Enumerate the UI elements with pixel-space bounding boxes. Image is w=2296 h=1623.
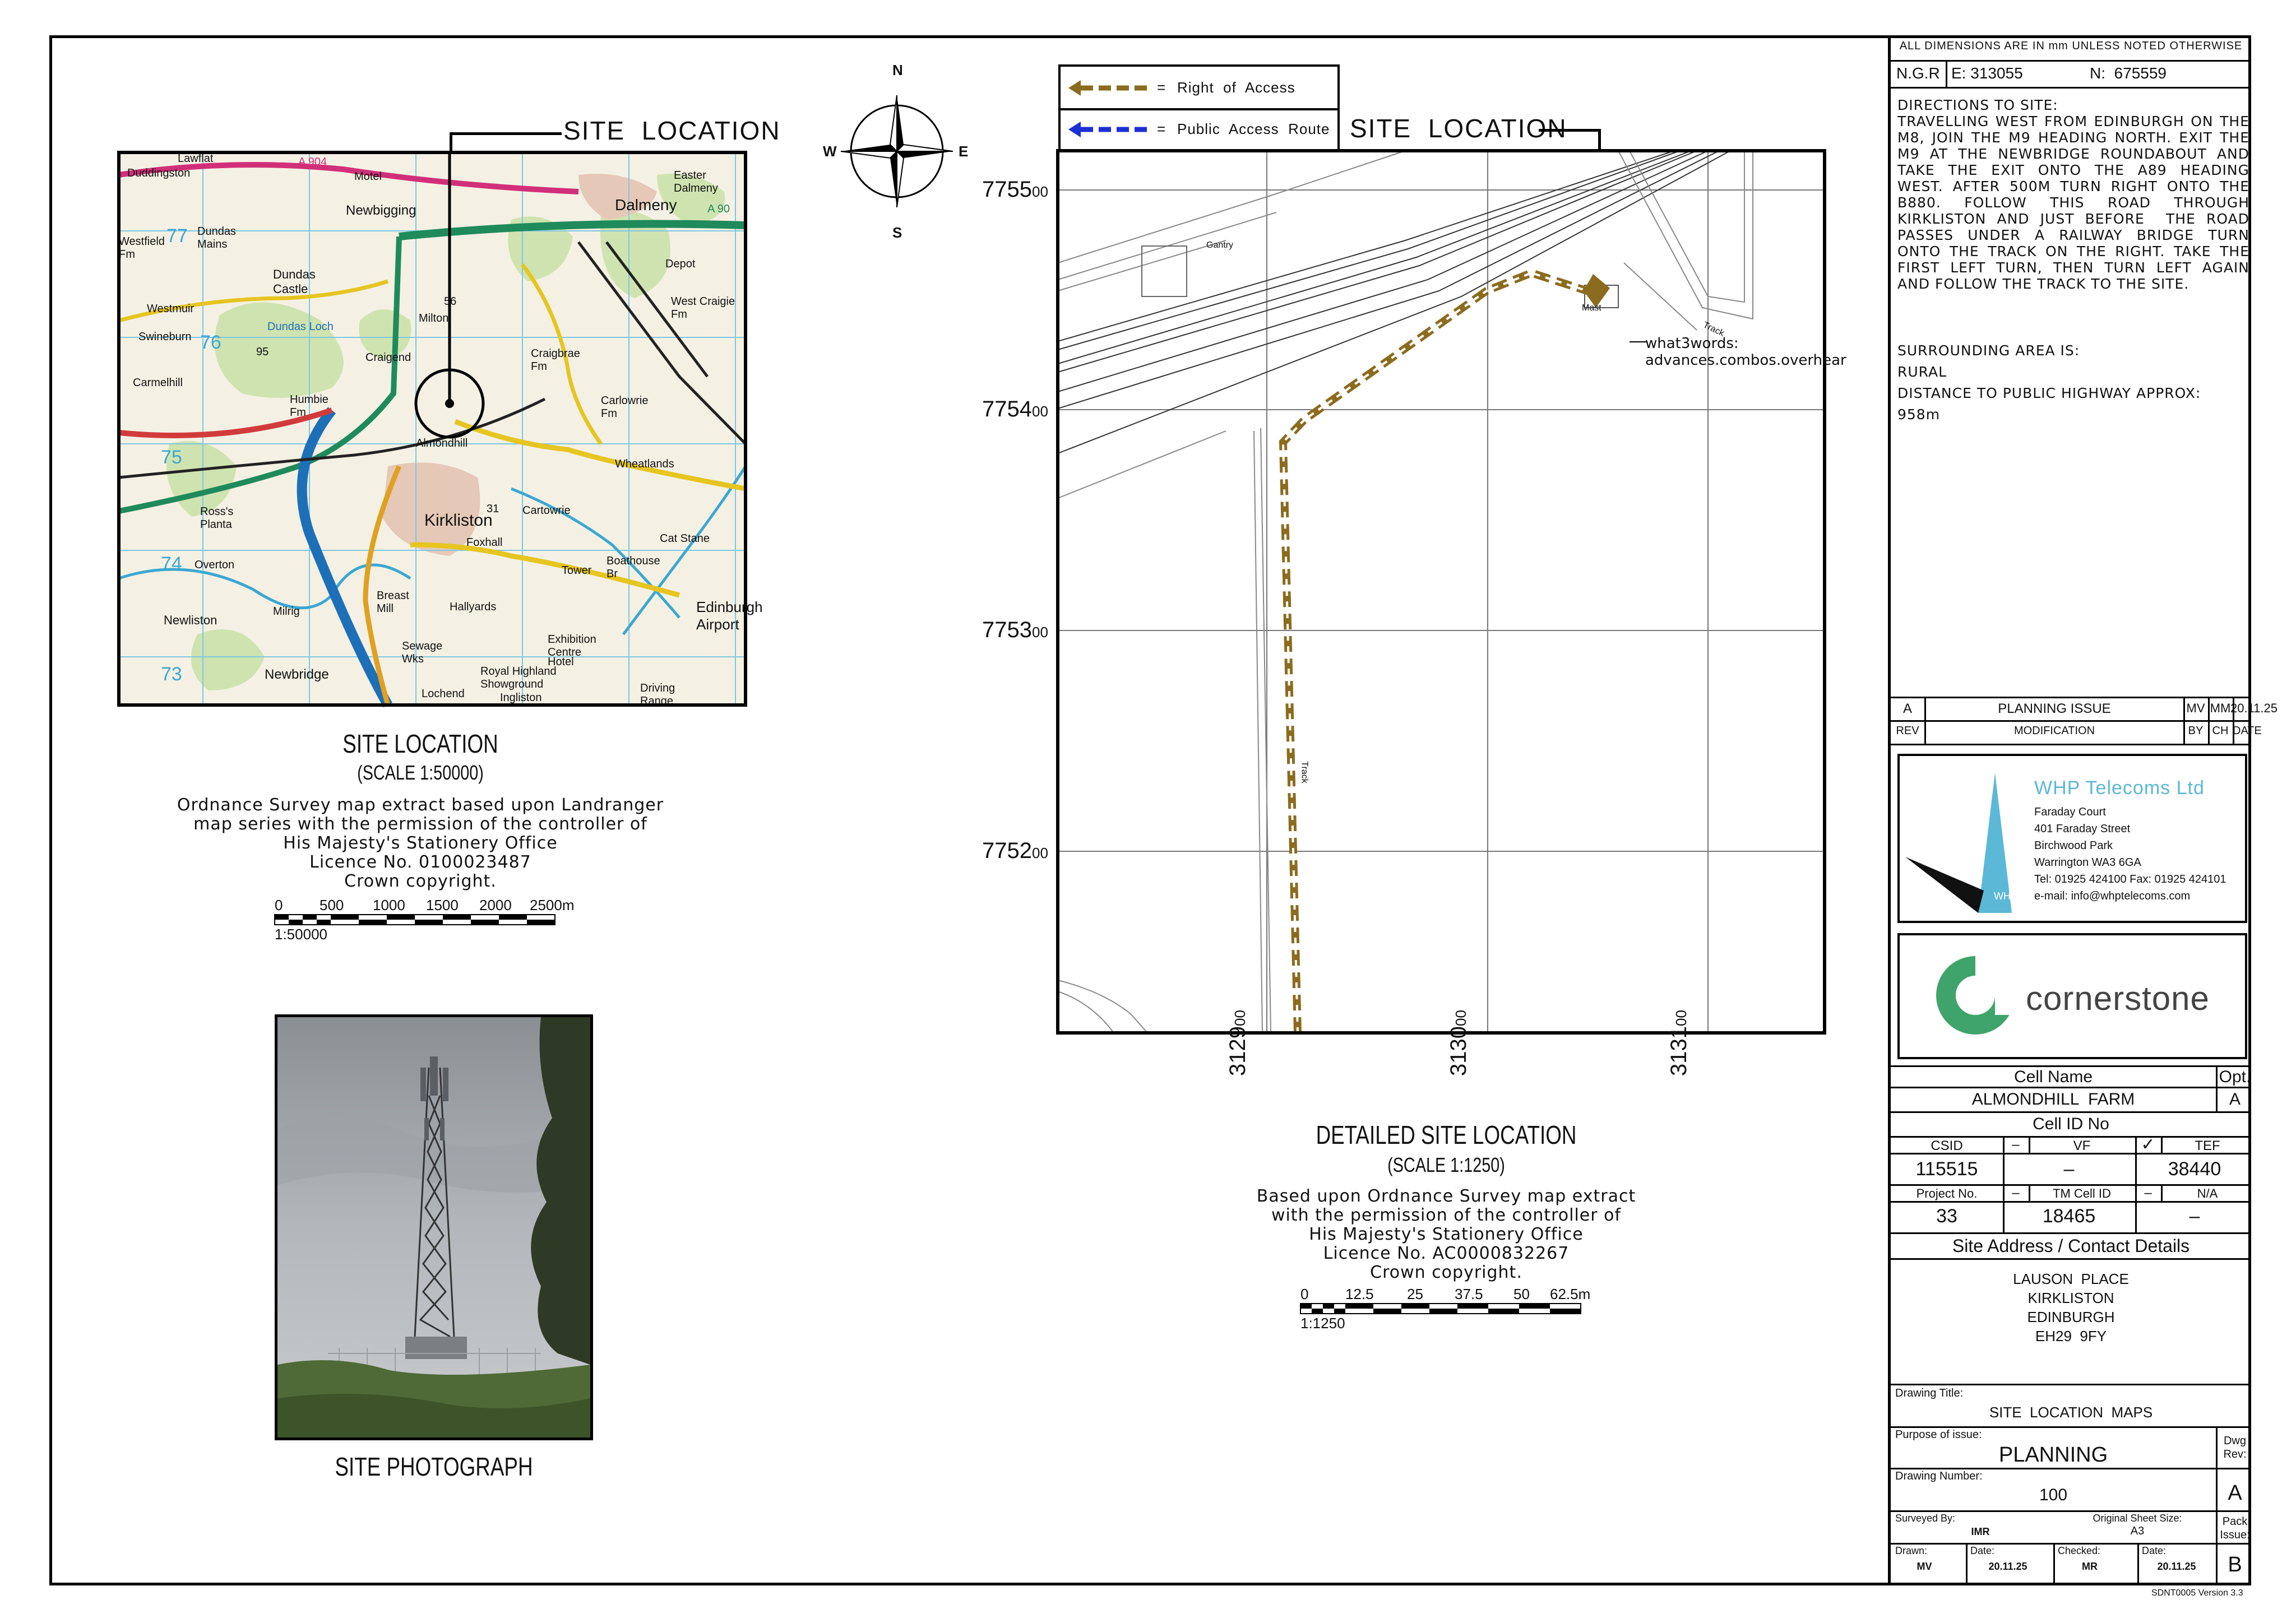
place-breast-mill: Breast Mill [377, 590, 409, 615]
csid-label: CSID [1931, 1138, 1963, 1153]
check-mark: ✓ [2141, 1135, 2155, 1154]
checked-value: MR [2082, 1561, 2098, 1572]
detail-note-line: Crown copyright. [1370, 1263, 1522, 1282]
address-line: KIRKLISTON [2027, 1290, 2114, 1306]
detail-callout-line [1539, 129, 1600, 132]
place-exhibition-centre: Exhibition Centre [548, 633, 596, 659]
site-address [1891, 1269, 2251, 1346]
site-address-label: Site Address / Contact Details [1952, 1236, 2190, 1256]
place-swineburn: Swineburn [138, 331, 192, 343]
detail-title-wrap [1250, 1120, 1642, 1150]
cornerstone-logo-icon [1933, 953, 2023, 1037]
grid-74: 74 [161, 553, 182, 574]
sheet-size-value: A3 [2130, 1525, 2145, 1537]
northing-suffix: 00 [1031, 845, 1048, 861]
place-lochend: Lochend [422, 688, 465, 700]
address-line: EH29 9FY [2035, 1328, 2107, 1344]
grid-76: 76 [200, 332, 221, 353]
date1-value: 20.11.25 [1988, 1561, 2027, 1572]
place-overton: Overton [195, 559, 235, 571]
left-scale-label: 2500m [530, 897, 575, 913]
drawing-title-label: Drawing Title: [1895, 1387, 1964, 1399]
spot-31: 31 [487, 503, 499, 515]
project-value: 33 [1936, 1205, 1957, 1227]
cell-name-value: ALMONDHILL FARM [1971, 1090, 2135, 1109]
version-label: SDNT0005 Version 3.3 [2151, 1588, 2243, 1598]
place-ross-planta: Ross's Planta [200, 506, 234, 531]
place-dundas-mains: Dundas Mains [197, 225, 236, 251]
photo-title: SITE PHOTOGRAPH [335, 1452, 533, 1481]
left-map-note-line: Crown copyright. [344, 871, 497, 891]
dimensions-note: ALL DIMENSIONS ARE IN mm UNLESS NOTED OTHERWISE [1899, 40, 2243, 52]
northing-7754: 775400 [982, 397, 1048, 421]
label-track: Track [1299, 761, 1309, 783]
site-photo [275, 1014, 593, 1440]
detail-scalebar-graphic [1300, 1304, 1592, 1315]
label-mast: Mast [1582, 303, 1601, 313]
distance-label: DISTANCE TO PUBLIC HIGHWAY APPROX: [1897, 385, 2201, 401]
place-hotel: Hotel [548, 656, 574, 668]
detail-note-line: Licence No. AC0000832267 [1323, 1244, 1570, 1263]
left-map-callout-line [450, 132, 562, 135]
detail-scale-label: 37.5 [1455, 1286, 1483, 1302]
whp-address-line: 401 Faraday Street [2034, 823, 2131, 835]
purpose-value: PLANNING [1998, 1443, 2108, 1467]
cell-name-label: Cell Name [2013, 1068, 2093, 1086]
compass-s: S [892, 224, 902, 241]
tef-label: TEF [2195, 1138, 2220, 1153]
surrounding-value: RURAL [1897, 364, 1947, 380]
detail-scale-label: 50 [1513, 1286, 1530, 1302]
place-cat-stane: Cat Stane [660, 532, 710, 545]
project-label: Project No. [1916, 1186, 1978, 1200]
vf-label: VF [2073, 1138, 2091, 1153]
sheet-size-label: Original Sheet Size: [2093, 1513, 2182, 1524]
compass-e: E [959, 143, 969, 160]
checked-label: Checked: [2058, 1545, 2101, 1556]
place-foxhall: Foxhall [466, 536, 503, 549]
grid-73: 73 [161, 664, 182, 685]
place-royal-highland: Royal Highland Showground [480, 665, 557, 690]
public-access-swatch [1068, 118, 1152, 141]
whp-address-line: Warrington WA3 6GA [2034, 856, 2141, 869]
detail-scale-label: 25 [1407, 1286, 1423, 1302]
northing-7752: 775200 [982, 838, 1048, 863]
place-milrig: Milrig [273, 605, 300, 618]
place-driving-range: Driving Range [640, 682, 675, 707]
date-header: DATE [2233, 725, 2262, 737]
w3w-words: advances.combos.overhear [1645, 352, 1846, 369]
w3w-heading: what3words: [1645, 335, 1739, 352]
legend-dash-sign: = [1157, 79, 1166, 96]
surveyed-value: IMR [1971, 1526, 1990, 1537]
left-scale-label: 2000 [479, 897, 512, 913]
place-milton: Milton [419, 312, 449, 324]
right-of-access-swatch [1068, 77, 1152, 99]
directions-heading: DIRECTIONS TO SITE: [1897, 97, 2058, 113]
distance-value: 958m [1897, 406, 1941, 423]
drawn-label: Drawn: [1895, 1545, 1928, 1556]
left-scale-label: 1500 [426, 897, 459, 913]
northing-suffix: 00 [1031, 183, 1048, 200]
na-value: – [2189, 1205, 2200, 1227]
legend-right-of-access: Right of Access [1177, 79, 1295, 96]
opt-value: A [2229, 1090, 2241, 1109]
left-scale-label: 1000 [373, 897, 405, 913]
spot-95: 95 [256, 346, 269, 358]
place-boathouse: Boathouse Br [607, 555, 660, 580]
place-newbridge: Newbridge [265, 667, 329, 682]
address-line: EDINBURGH [2027, 1309, 2115, 1325]
detail-note-line: with the permission of the controller of [1271, 1205, 1622, 1225]
place-dundas-loch: Dundas Loch [267, 321, 334, 333]
place-cartowrie: Cartowrie [522, 504, 571, 517]
label-gantry: Gantry [1206, 240, 1234, 250]
left-map-scale-wrap [224, 761, 617, 785]
drawn-value: MV [1917, 1561, 1932, 1572]
compass-n: N [892, 62, 903, 78]
rev-header: REV [1896, 725, 1919, 737]
detail-note-line: His Majesty's Stationery Office [1309, 1225, 1584, 1244]
address-line: LAUSON PLACE [2013, 1270, 2129, 1287]
dash-3: – [2144, 1185, 2152, 1200]
drawing-number-label: Drawing Number: [1895, 1470, 1983, 1482]
dash-1: – [2012, 1137, 2020, 1152]
left-map-scale: (SCALE 1:50000) [357, 761, 484, 784]
spot-56: 56 [444, 295, 457, 308]
detail-scale-wrap [1250, 1153, 1642, 1177]
vf-value: – [2063, 1158, 2075, 1180]
left-scalebar-graphic [275, 915, 577, 926]
easting-3131: 313100 [1667, 1010, 1691, 1076]
rev-ch: MM [2210, 701, 2231, 715]
left-map-title-wrap [224, 729, 617, 759]
detail-scale-label: 62.5m [1550, 1286, 1591, 1302]
left-scale-ratio: 1:50000 [275, 926, 327, 943]
place-easter-dalmeny: Easter Dalmeny [674, 169, 718, 194]
left-map-note-line: map series with the permission of the controller of [193, 814, 647, 834]
cornerstone-logo-box [1897, 933, 2247, 1059]
whp-address-line: Birchwood Park [2034, 840, 2113, 852]
place-lawflat: Lawflat [178, 152, 214, 165]
left-map-title: SITE LOCATION [342, 729, 498, 758]
place-dalmeny: Dalmeny [615, 196, 677, 214]
detail-scalebar [1300, 1286, 1592, 1330]
photo-title-wrap [238, 1452, 630, 1482]
place-wheatlands: Wheatlands [615, 458, 674, 470]
place-almondhill: Almondhill [416, 437, 468, 449]
place-ingliston: Ingliston [500, 692, 542, 704]
surveyed-label: Surveyed By: [1895, 1513, 1956, 1524]
os-detail-map [1058, 151, 1825, 1033]
pack-issue-label: Pack Issue: [2220, 1515, 2250, 1541]
directions-text: TRAVELLING WEST FROM EDINBURGH ON THE M8, JOIN THE M9 HEADING NORTH. EXIT THE M9 AT THE NEWBRIDGE ROUNDABOUT AND TAKE THE EXIT ONTO THE A89 HEADING WEST. AFTER 500M TURN RIGHT ONTO THE B880. FOLLOW THIS ROAD THROUGH KIRKLISTON AND JUST BEFORE THE ROAD PASSES UNDER A RAILWAY BRIDGE TURN ONTO THE TRACK ON THE RIGHT. TAKE THE FIRST LEFT TURN, THEN TURN LEFT AGAIN AND FOLLOW THE TRACK TO THE SITE. [1897, 113, 2255, 292]
left-scale-label: 0 [275, 897, 283, 913]
grid-77: 77 [166, 225, 188, 247]
whp-company-name: WHP Telecoms Ltd [2034, 777, 2205, 799]
place-westmuir: Westmuir [147, 303, 195, 315]
northing-7753: 775300 [982, 618, 1048, 642]
rev-by: MV [2186, 701, 2205, 715]
drawing-title-value: SITE LOCATION MAPS [1989, 1404, 2153, 1421]
place-sewage-wks: Sewage Wks [402, 640, 443, 665]
legend-public-access: Public Access Route [1177, 120, 1330, 137]
tef-value: 38440 [2168, 1158, 2221, 1180]
legend-dash-sign: = [1157, 120, 1166, 137]
place-dundas-castle: Dundas Castle [273, 267, 316, 296]
ngr-easting: E: 313055 [1951, 64, 2023, 82]
easting-suffix: 00 [1232, 1010, 1248, 1027]
detail-scale-ratio: 1:1250 [1300, 1315, 1345, 1332]
tm-value: 18465 [2042, 1205, 2096, 1227]
whp-logo-text: WHP [1994, 891, 2017, 902]
rev-date: 20.11.25 [2230, 701, 2278, 715]
detail-title: DETAILED SITE LOCATION [1316, 1120, 1577, 1149]
place-humbie: Humbie Fm [290, 393, 328, 419]
rev-value: A [1902, 701, 1912, 716]
pack-issue-value: B [2228, 1553, 2242, 1576]
drawing-number-value: 100 [2039, 1486, 2068, 1504]
place-kirkliston: Kirkliston [424, 511, 493, 530]
w3w-leader [1630, 341, 1646, 342]
road-a904: A 904 [298, 156, 327, 168]
easting-3129: 312900 [1225, 1010, 1250, 1076]
place-motel: Motel [354, 170, 382, 183]
date2-value: 20.11.25 [2157, 1561, 2196, 1572]
place-hallyards: Hallyards [450, 601, 497, 613]
northing-suffix: 00 [1031, 403, 1048, 420]
label-track-2: Track [1701, 320, 1726, 338]
place-depot: Depot [665, 258, 696, 270]
place-edinburgh-airport: Edinburgh Airport [696, 599, 763, 633]
by-header: BY [2188, 725, 2204, 737]
northing-suffix: 00 [1031, 624, 1048, 641]
left-scale-label: 500 [320, 897, 344, 913]
date2-label: Date: [2142, 1545, 2167, 1556]
easting-3130: 313000 [1446, 1010, 1471, 1076]
cell-id-label: Cell ID No [2033, 1115, 2109, 1133]
place-newliston: Newliston [164, 613, 217, 627]
tm-label: TM Cell ID [2053, 1186, 2111, 1200]
w3w-label [1645, 335, 1846, 369]
detail-scale: (SCALE 1:1250) [1387, 1153, 1505, 1176]
ngr-label: N.G.R [1896, 64, 1940, 82]
detail-map [1058, 151, 1825, 1033]
left-map-note-line: Ordnance Survey map extract based upon Landranger [177, 795, 664, 815]
northing-7755: 775500 [982, 177, 1048, 202]
rev-modification: PLANNING ISSUE [1998, 701, 2111, 716]
detail-map-callout: SITE LOCATION [1350, 114, 1567, 143]
place-west-craigie: West Craigie Fm [671, 295, 735, 321]
place-carmelhill: Carmelhill [133, 377, 183, 389]
easting-suffix: 00 [1452, 1010, 1469, 1027]
place-newbigging: Newbigging [346, 203, 416, 218]
dwg-rev-label: Dwg Rev: [2223, 1435, 2247, 1460]
na-label: N/A [2197, 1186, 2218, 1200]
easting-suffix: 00 [1673, 1010, 1689, 1027]
title-block [1888, 35, 2278, 1585]
place-westfield: Westfield Fm [119, 235, 165, 261]
surrounding-label: SURROUNDING AREA IS: [1897, 342, 2080, 359]
left-map-callout-drop [450, 132, 452, 152]
whp-email: e-mail: info@whptelecoms.com [2034, 890, 2191, 902]
left-map-callout: SITE LOCATION [563, 116, 781, 145]
detail-scale-label: 0 [1300, 1286, 1309, 1302]
detail-note-line: Based upon Ordnance Survey map extract [1256, 1186, 1636, 1206]
whp-logo-box [1897, 754, 2247, 923]
place-tower: Tower [562, 564, 592, 577]
whp-address [2034, 804, 2226, 905]
place-a90: A 90 [707, 203, 730, 215]
modification-header: MODIFICATION [2013, 725, 2095, 737]
north-arrow [818, 62, 975, 241]
left-map [119, 152, 763, 707]
legend-box [1058, 64, 1340, 152]
cornerstone-wordmark: cornerstone [2026, 980, 2210, 1017]
purpose-label: Purpose of issue: [1895, 1429, 1982, 1441]
compass-rose-icon [818, 62, 975, 241]
dash-2: – [2012, 1185, 2020, 1200]
drawing-rev-value: A [2228, 1481, 2242, 1505]
grid-75: 75 [161, 447, 182, 468]
ngr-northing: N: 675559 [2090, 64, 2167, 82]
csid-value: 115515 [1915, 1158, 1978, 1180]
place-carlowrie: Carlowrie Fm [601, 395, 649, 420]
place-craigbrae: Craigbrae Fm [531, 347, 580, 373]
place-duddingston: Duddingston [127, 167, 191, 179]
left-map-note-line: His Majesty's Stationery Office [283, 833, 558, 853]
left-map-note-line: Licence No. 0100023487 [309, 852, 531, 872]
left-map-notes [163, 796, 678, 891]
place-craigend: Craigend [365, 351, 411, 364]
ch-header: CH [2212, 725, 2229, 737]
whp-tel: Tel: 01925 424100 Fax: 01925 424101 [2034, 873, 2226, 885]
whp-address-line: Faraday Court [2034, 806, 2106, 818]
compass-w: W [823, 143, 837, 160]
detail-scale-label: 12.5 [1345, 1286, 1374, 1302]
site-photo-image [277, 1017, 590, 1437]
detail-notes [1194, 1187, 1698, 1282]
opt-label: Opt. [2219, 1068, 2251, 1086]
left-scalebar [275, 897, 589, 942]
date1-label: Date: [1970, 1545, 1995, 1556]
